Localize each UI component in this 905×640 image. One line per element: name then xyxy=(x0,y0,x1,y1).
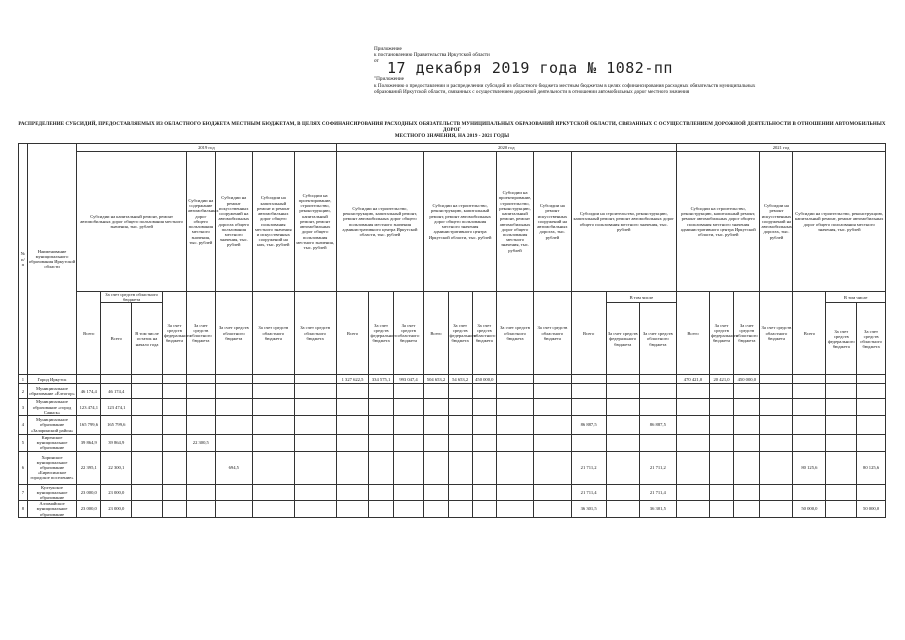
table-cell xyxy=(826,451,857,484)
table-cell xyxy=(677,484,710,501)
table-cell xyxy=(826,501,857,518)
year-2021-header: 2021 год xyxy=(677,144,886,152)
table-cell xyxy=(369,435,393,452)
table-cell xyxy=(677,416,710,435)
table-cell: 1 327 622,5 xyxy=(336,375,369,384)
table-cell xyxy=(77,375,101,384)
municipality-name: Муниципальное образование «город Саянск» xyxy=(27,399,76,416)
sub-federal: За счет средств федерального бюджета xyxy=(369,292,393,375)
table-cell xyxy=(162,484,186,501)
table-cell xyxy=(215,384,252,399)
h2019-b: Субсидии на содержание автомобильных дорог общего пользования местного значения, тыс. рублей xyxy=(187,152,216,292)
table-cell xyxy=(472,399,496,416)
table-cell xyxy=(294,384,336,399)
h2019-d: Субсидии на капитальный ремонт и ремонт автомобильных дорог общего пользования местного значения и искусственных сооружений на них, тыс. рублей xyxy=(252,152,294,292)
table-cell xyxy=(336,484,369,501)
sub-federal: За счет средств федерального бюджета xyxy=(448,292,472,375)
table-cell xyxy=(252,399,294,416)
table-cell xyxy=(534,375,571,384)
sub-oblast: За счет средств областного бюджета xyxy=(252,292,294,375)
table-cell xyxy=(606,375,639,384)
table-cell xyxy=(294,435,336,452)
table-cell xyxy=(571,375,606,384)
sub-oblast: За счет средств областного бюджета xyxy=(472,292,496,375)
table-cell: 86 887,5 xyxy=(639,416,676,435)
sub-total: Всего xyxy=(424,292,448,375)
table-cell xyxy=(215,375,252,384)
table-cell xyxy=(793,435,826,452)
table-cell xyxy=(448,399,472,416)
table-cell xyxy=(448,384,472,399)
table-cell xyxy=(132,399,163,416)
table-cell xyxy=(760,384,793,399)
municipality-name: Хоринское муниципальное образование «Бирюсинское городское поселение» xyxy=(27,451,76,484)
sub-federal: За счет средств федерального бюджета xyxy=(606,303,639,375)
table-cell xyxy=(101,375,132,384)
table-cell xyxy=(132,501,163,518)
table-cell xyxy=(857,399,886,416)
table-cell xyxy=(534,399,571,416)
table-cell xyxy=(534,451,571,484)
municipality-name: Култукское муниципальное образование xyxy=(27,484,76,501)
table-cell xyxy=(677,399,710,416)
table-cell xyxy=(534,384,571,399)
table-cell: 46 174,4 xyxy=(77,384,101,399)
table-cell xyxy=(606,435,639,452)
sub-oblast: За счет средств областного бюджета xyxy=(534,292,571,375)
row-number: 5 xyxy=(19,435,28,452)
table-cell xyxy=(534,501,571,518)
table-cell xyxy=(448,416,472,435)
h2021-c: Субсидии на строительство, реконструкцию, капитальный ремонт, ремонт автомобильных дорог общего пользования местного значения, тыс. рублей xyxy=(793,152,886,292)
table-cell xyxy=(187,384,216,399)
sub-oblast: За счет средств областного бюджета xyxy=(857,303,886,375)
table-cell xyxy=(677,451,710,484)
table-cell xyxy=(734,501,760,518)
table-cell xyxy=(424,416,448,435)
table-cell: 23 000,0 xyxy=(101,484,132,501)
table-cell xyxy=(534,484,571,501)
table-cell xyxy=(162,399,186,416)
table-cell xyxy=(760,435,793,452)
table-cell xyxy=(393,399,424,416)
table-cell xyxy=(424,501,448,518)
table-cell xyxy=(677,501,710,518)
table-cell xyxy=(760,375,793,384)
table-cell xyxy=(162,435,186,452)
table-cell xyxy=(215,399,252,416)
table-cell xyxy=(393,501,424,518)
table-cell: 23 000,0 xyxy=(77,484,101,501)
table-cell xyxy=(162,501,186,518)
sub-total: Всего xyxy=(793,292,826,375)
row-number: 1 xyxy=(19,375,28,384)
table-cell xyxy=(336,416,369,435)
table-cell: 22 300,1 xyxy=(101,451,132,484)
table-cell xyxy=(215,435,252,452)
table-cell xyxy=(709,384,733,399)
table-row xyxy=(19,435,886,452)
table-cell xyxy=(448,435,472,452)
row-number: 8 xyxy=(19,501,28,518)
table-cell xyxy=(393,416,424,435)
table-cell: 36 301,5 xyxy=(571,501,606,518)
table-row xyxy=(19,451,886,484)
table-cell xyxy=(215,416,252,435)
table-cell xyxy=(132,435,163,452)
decree-date-number: 17 декабря 2019 года № 1082-пп xyxy=(387,59,673,77)
table-cell: 450 000,0 xyxy=(472,375,496,384)
table-cell: 80 125,6 xyxy=(857,451,886,484)
table-cell xyxy=(294,416,336,435)
h2020-c: Субсидии на проектирование, строительство, реконструкцию, капитальный ремонт, ремонт автомобильных дорог общего пользования местного значения, тыс. рублей xyxy=(496,152,533,292)
table-cell xyxy=(826,484,857,501)
table-cell xyxy=(639,399,676,416)
table-cell xyxy=(760,399,793,416)
table-cell xyxy=(606,416,639,435)
col-name-header: Наименование муниципального образования Иркутской области xyxy=(27,144,76,375)
table-cell xyxy=(496,399,533,416)
table-cell xyxy=(571,399,606,416)
table-cell: 50 000,0 xyxy=(793,501,826,518)
municipality-name: Муниципальное образование «Ёлтогор» xyxy=(27,384,76,399)
table-cell: 80 125,6 xyxy=(793,451,826,484)
table-cell xyxy=(606,501,639,518)
table-cell: 39 864,9 xyxy=(101,435,132,452)
table-cell xyxy=(606,451,639,484)
table-cell xyxy=(606,384,639,399)
h2020-d: Субсидии на ремонт искусственных сооружений на автомобильных дорогах, тыс. рублей xyxy=(534,152,571,292)
table-cell xyxy=(252,484,294,501)
sub-total: Всего xyxy=(571,292,606,375)
table-cell xyxy=(187,484,216,501)
table-cell xyxy=(496,435,533,452)
title-line-2: МЕСТНОГО ЗНАЧЕНИЯ, НА 2019 - 2021 ГОДЫ xyxy=(394,134,510,139)
table-cell xyxy=(187,501,216,518)
sub-federal: За счет средств федерального бюджета xyxy=(162,292,186,375)
table-cell xyxy=(369,399,393,416)
table-cell xyxy=(369,501,393,518)
table-cell xyxy=(496,501,533,518)
table-cell xyxy=(826,375,857,384)
table-cell xyxy=(187,451,216,484)
table-cell xyxy=(793,384,826,399)
sub-total: Всего xyxy=(336,292,369,375)
year-2020-header: 2020 год xyxy=(336,144,676,152)
table-cell xyxy=(215,484,252,501)
table-cell xyxy=(424,384,448,399)
table-cell xyxy=(162,416,186,435)
table-cell: 20 421,0 xyxy=(709,375,733,384)
appendix2-block xyxy=(374,76,864,96)
h2020-e: Субсидии на строительство, реконструкцию, капитальный ремонт, ремонт автомобильных дорог общего пользования местного значения, тыс. рублей xyxy=(571,152,676,292)
appendix2-text-2: образований Иркутской области, связанных с осуществлением дорожной деятельности в отношении автомобильных дорог местного значения xyxy=(374,89,690,95)
table-cell xyxy=(424,435,448,452)
table-cell xyxy=(760,484,793,501)
table-cell xyxy=(294,399,336,416)
table-cell xyxy=(639,435,676,452)
table-cell xyxy=(496,416,533,435)
table-cell xyxy=(162,375,186,384)
table-cell: 23 000,0 xyxy=(101,501,132,518)
table-cell xyxy=(252,435,294,452)
table-cell xyxy=(709,451,733,484)
table-cell xyxy=(472,501,496,518)
sub-oblast: За счет средств областного бюджета xyxy=(496,292,533,375)
table-cell xyxy=(132,375,163,384)
row-number: 4 xyxy=(19,416,28,435)
table-cell: 165 799,6 xyxy=(101,416,132,435)
h2021-b: Субсидии на ремонт искусственных сооружений на автомобильных дорогах, тыс. рублей xyxy=(760,152,793,292)
table-cell xyxy=(393,384,424,399)
table-cell xyxy=(294,451,336,484)
table-cell: 36 301,5 xyxy=(639,501,676,518)
table-cell xyxy=(734,416,760,435)
table-cell xyxy=(826,435,857,452)
table-cell: 50 000,0 xyxy=(857,501,886,518)
row-number: 7 xyxy=(19,484,28,501)
sub-incl: В том числе xyxy=(606,292,676,303)
table-cell: 334 575,1 xyxy=(369,375,393,384)
table-cell xyxy=(760,451,793,484)
table-cell: 21 711,4 xyxy=(639,484,676,501)
from-prefix: от xyxy=(374,58,379,64)
table-cell xyxy=(472,484,496,501)
municipality-name: Алзамайское муниципальное образование xyxy=(27,501,76,518)
table-cell xyxy=(760,416,793,435)
table-cell xyxy=(826,416,857,435)
table-cell xyxy=(294,375,336,384)
sub-oblast: За счет средств областного бюджета xyxy=(215,292,252,375)
municipality-name: Киренское муниципальное образование xyxy=(27,435,76,452)
table-cell: 21 711,4 xyxy=(571,484,606,501)
sub-federal: За счет средств федерального бюджета xyxy=(826,303,857,375)
table-cell: 694,5 xyxy=(215,451,252,484)
table-cell xyxy=(826,384,857,399)
table-cell xyxy=(132,416,163,435)
row-number: 6 xyxy=(19,451,28,484)
h2020-b: Субсидии на строительство, реконструкцию, капитальный ремонт, ремонт автомобильных дорог общего пользования местного значения административного центра Иркутской области, тыс. рублей xyxy=(424,152,496,292)
table-cell: 39 864,9 xyxy=(77,435,101,452)
table-cell xyxy=(677,384,710,399)
table-cell xyxy=(709,399,733,416)
table-cell xyxy=(369,484,393,501)
table-cell: 123 474,1 xyxy=(101,399,132,416)
table-cell: 86 887,5 xyxy=(571,416,606,435)
table-cell xyxy=(571,384,606,399)
table-cell xyxy=(857,375,886,384)
table-cell: 123 474,1 xyxy=(77,399,101,416)
table-cell xyxy=(496,384,533,399)
table-cell xyxy=(424,399,448,416)
appendix2-text-1: к Положению о предоставлении и распределении субсидий из областного бюджета местным бюджетам в целях софинансирования расходных обязательств муниципальных xyxy=(374,82,756,89)
table-cell xyxy=(793,399,826,416)
table-cell xyxy=(336,384,369,399)
table-row xyxy=(19,416,886,435)
table-cell xyxy=(793,416,826,435)
table-cell xyxy=(639,384,676,399)
subsidy-table xyxy=(18,143,886,518)
table-cell: 21 711,2 xyxy=(571,451,606,484)
table-cell xyxy=(448,484,472,501)
table-cell xyxy=(606,399,639,416)
sub-incl: В том числе xyxy=(826,292,886,303)
table-cell xyxy=(252,384,294,399)
table-cell xyxy=(132,384,163,399)
table-cell xyxy=(393,451,424,484)
table-cell: 22 395,1 xyxy=(77,451,101,484)
table-cell xyxy=(294,484,336,501)
h2019-a: Субсидии на капитальный ремонт, ремонт автомобильных дорог общего пользования местного значения, тыс. рублей xyxy=(77,152,187,292)
table-cell xyxy=(677,435,710,452)
row-number: 3 xyxy=(19,399,28,416)
table-cell xyxy=(369,384,393,399)
table-cell xyxy=(252,451,294,484)
table-cell xyxy=(734,384,760,399)
table-cell xyxy=(294,501,336,518)
table-cell xyxy=(187,399,216,416)
h2019-e: Субсидии на проектирование, строительство, реконструкцию, капитальный ремонт, ремонт автомобильных дорог общего пользования местного значения, тыс. рублей xyxy=(294,152,336,292)
table-cell xyxy=(162,451,186,484)
sub-oblast: За счет средств областного бюджета xyxy=(760,292,793,375)
table-cell xyxy=(472,416,496,435)
table-cell xyxy=(639,375,676,384)
table-cell xyxy=(606,484,639,501)
table-cell xyxy=(472,435,496,452)
table-cell xyxy=(709,416,733,435)
table-cell xyxy=(472,384,496,399)
to-decree-text: к постановлению Правительства Иркутской области xyxy=(374,52,490,58)
table-cell xyxy=(709,484,733,501)
table-cell xyxy=(534,416,571,435)
year-2019-header: 2019 год xyxy=(77,144,336,152)
sub-total: Всего xyxy=(101,303,132,375)
table-cell xyxy=(709,435,733,452)
table-cell: 23 000,0 xyxy=(77,501,101,518)
table-cell xyxy=(393,484,424,501)
table-cell xyxy=(187,375,216,384)
table-cell xyxy=(187,416,216,435)
table-cell: 165 799,6 xyxy=(77,416,101,435)
table-cell xyxy=(793,375,826,384)
table-cell xyxy=(252,375,294,384)
table-cell: 450 000,0 xyxy=(734,375,760,384)
table-cell: 22 300,5 xyxy=(187,435,216,452)
table-cell xyxy=(252,501,294,518)
table-row xyxy=(19,384,886,399)
table-cell xyxy=(369,451,393,484)
table-cell xyxy=(336,399,369,416)
sub-total: Всего xyxy=(677,292,710,375)
table-cell xyxy=(424,451,448,484)
table-cell xyxy=(857,416,886,435)
sub-oblast: За счет средств областного бюджета xyxy=(294,292,336,375)
table-cell xyxy=(336,435,369,452)
h2021-a: Субсидии на строительство, реконструкцию, капитальный ремонт, ремонт автомобильных дорог общего пользования местного значения административного центра Иркутской области, тыс. рублей xyxy=(677,152,760,292)
table-cell: 46 174,4 xyxy=(101,384,132,399)
table-cell xyxy=(734,484,760,501)
document-title xyxy=(18,122,886,140)
table-cell xyxy=(496,484,533,501)
table-cell xyxy=(534,435,571,452)
table-cell xyxy=(448,501,472,518)
table-cell xyxy=(215,501,252,518)
table-cell xyxy=(448,451,472,484)
table-cell: 21 711,2 xyxy=(639,451,676,484)
sub-regional: За счет средств областного бюджета xyxy=(101,292,163,303)
table-cell xyxy=(857,435,886,452)
table-cell xyxy=(571,435,606,452)
table-cell xyxy=(734,435,760,452)
table-cell xyxy=(369,416,393,435)
table-cell xyxy=(336,501,369,518)
h2019-c: Субсидии на ремонт искусственных сооружений на автомобильных дорогах общего пользования местного значения, тыс. рублей xyxy=(215,152,252,292)
table-cell xyxy=(734,451,760,484)
appendix2-label: "Приложение xyxy=(374,76,404,82)
table-cell xyxy=(424,484,448,501)
table-cell xyxy=(472,451,496,484)
table-cell: 54 653,2 xyxy=(448,375,472,384)
sub-total: Всего xyxy=(77,292,101,375)
table-cell xyxy=(496,451,533,484)
table-cell xyxy=(132,451,163,484)
table-cell xyxy=(162,384,186,399)
table-cell xyxy=(857,384,886,399)
table-cell xyxy=(857,484,886,501)
sub-oblast: За счет средств областного бюджета xyxy=(734,292,760,375)
sub-incl-road-fund: В том числе остаток на начало года xyxy=(132,303,163,375)
table-cell: 470 421,0 xyxy=(677,375,710,384)
table-cell xyxy=(336,451,369,484)
table-row xyxy=(19,484,886,501)
municipality-name: Муниципальное образование «Заларинский район» xyxy=(27,416,76,435)
table-cell xyxy=(793,484,826,501)
table-row xyxy=(19,501,886,518)
table-row xyxy=(19,399,886,416)
table-cell xyxy=(760,501,793,518)
row-number: 2 xyxy=(19,384,28,399)
table-cell xyxy=(252,416,294,435)
col-no-header: № п/п xyxy=(19,144,28,375)
table-cell xyxy=(734,399,760,416)
table-cell xyxy=(709,501,733,518)
table-cell xyxy=(826,399,857,416)
h2020-a: Субсидии на строительство, реконструкцию, капитальный ремонт, ремонт автомобильных дорог общего пользования местного значения административного центра Иркутской области, тыс. рублей xyxy=(336,152,424,292)
table-cell xyxy=(496,375,533,384)
sub-oblast: За счет средств областного бюджета xyxy=(393,292,424,375)
table-cell xyxy=(393,435,424,452)
appendix-label: Приложение xyxy=(374,46,402,52)
table-cell xyxy=(132,484,163,501)
municipality-name: Город Иркутск xyxy=(27,375,76,384)
sub-federal: За счет средств федерального бюджета xyxy=(709,292,733,375)
sub-oblast: За счет средств областного бюджета xyxy=(187,292,216,375)
title-line-1: РАСПРЕДЕЛЕНИЕ СУБСИДИЙ, ПРЕДОСТАВЛЯЕМЫХ ИЗ ОБЛАСТНОГО БЮДЖЕТА МЕСТНЫМ БЮДЖЕТАМ, В ЦЕЛЯХ СОФИНАНСИРОВАНИЯ РАСХОДНЫХ ОБЯЗАТЕЛЬСТВ МУНИЦИПАЛЬНЫХ ОБРАЗОВАНИЙ ИРКУТСКОЙ ОБЛАСТИ, СВЯЗАННЫХ С ОСУЩЕСТВЛЕНИЕМ ДОРОЖНОЙ ДЕЯТЕЛЬНОСТИ В ОТНОШЕНИИ АВТОМОБИЛЬНЫХ ДОРОГ xyxy=(18,122,886,133)
sub-oblast: За счет средств областного бюджета xyxy=(639,303,676,375)
table-row xyxy=(19,375,886,384)
table-cell: 504 653,2 xyxy=(424,375,448,384)
table-cell: 993 047,4 xyxy=(393,375,424,384)
